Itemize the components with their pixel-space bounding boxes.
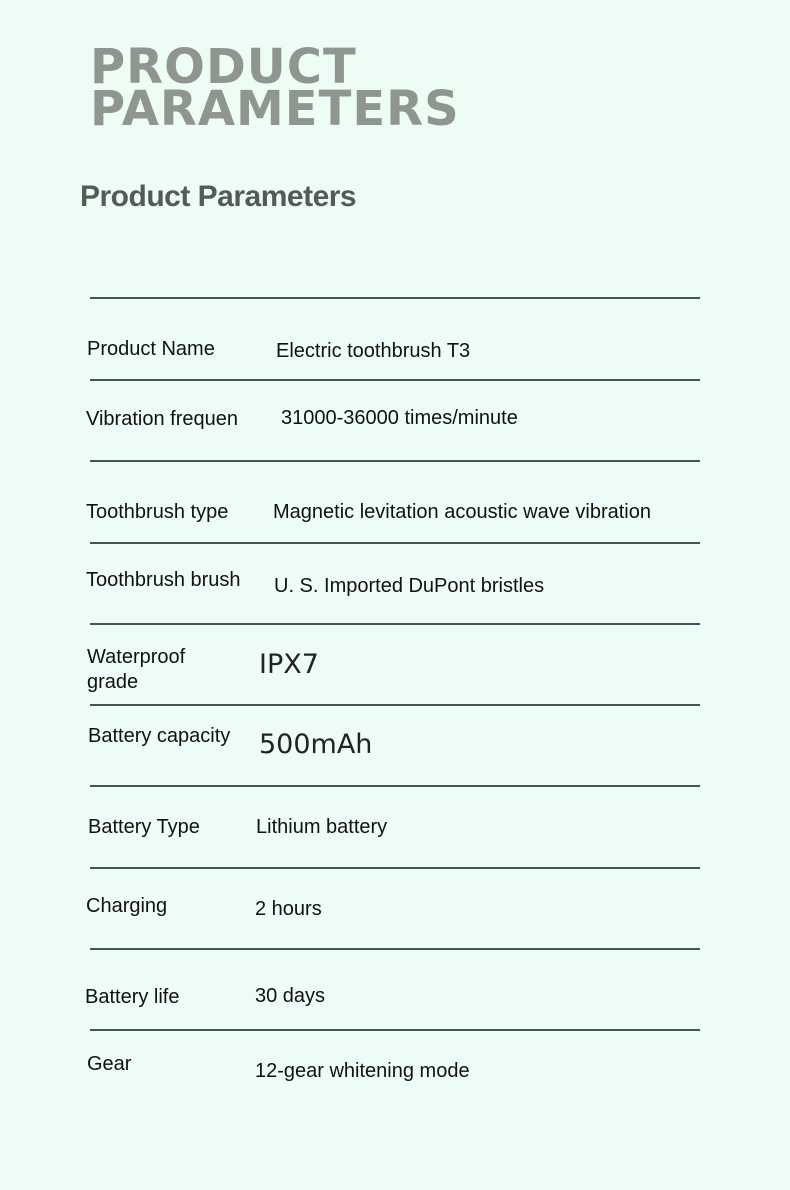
title-line-2: PARAMETERS [90,81,460,137]
table-divider [90,542,700,544]
param-value: Lithium battery [256,816,388,838]
param-value: Magnetic levitation acoustic wave vibration [273,501,651,523]
table-divider [90,785,700,787]
table-divider [90,379,700,381]
param-value: 500mAh [259,729,373,760]
param-label: Charging [86,895,168,917]
param-label: Battery capacity [88,725,231,747]
param-label: Toothbrush brush [86,569,241,591]
table-divider [90,297,700,299]
table-divider [90,948,700,950]
table-divider [90,867,700,869]
section-subtitle: Product Parameters [80,180,357,213]
param-label: Product Name [87,338,215,360]
table-divider [90,704,700,706]
page-title [90,39,460,137]
table-divider [90,1029,700,1031]
table-divider [90,460,700,462]
param-label: Vibration frequen [86,408,238,430]
param-label: Battery Type [88,816,200,838]
param-label: Gear [87,1053,132,1075]
param-label: Toothbrush type [86,501,229,523]
param-label: Waterproof grade [87,646,186,693]
param-value: IPX7 [259,649,319,680]
param-value: Electric toothbrush T3 [276,340,471,362]
param-value: 2 hours [255,898,322,920]
param-value: 30 days [255,985,326,1007]
table-divider [90,623,700,625]
param-label: Battery life [85,986,180,1008]
param-value: U. S. Imported DuPont bristles [274,575,545,597]
param-value: 31000-36000 times/minute [281,407,518,429]
title-line-1: PRODUCT [90,39,357,95]
param-value: 12-gear whitening mode [255,1060,470,1082]
